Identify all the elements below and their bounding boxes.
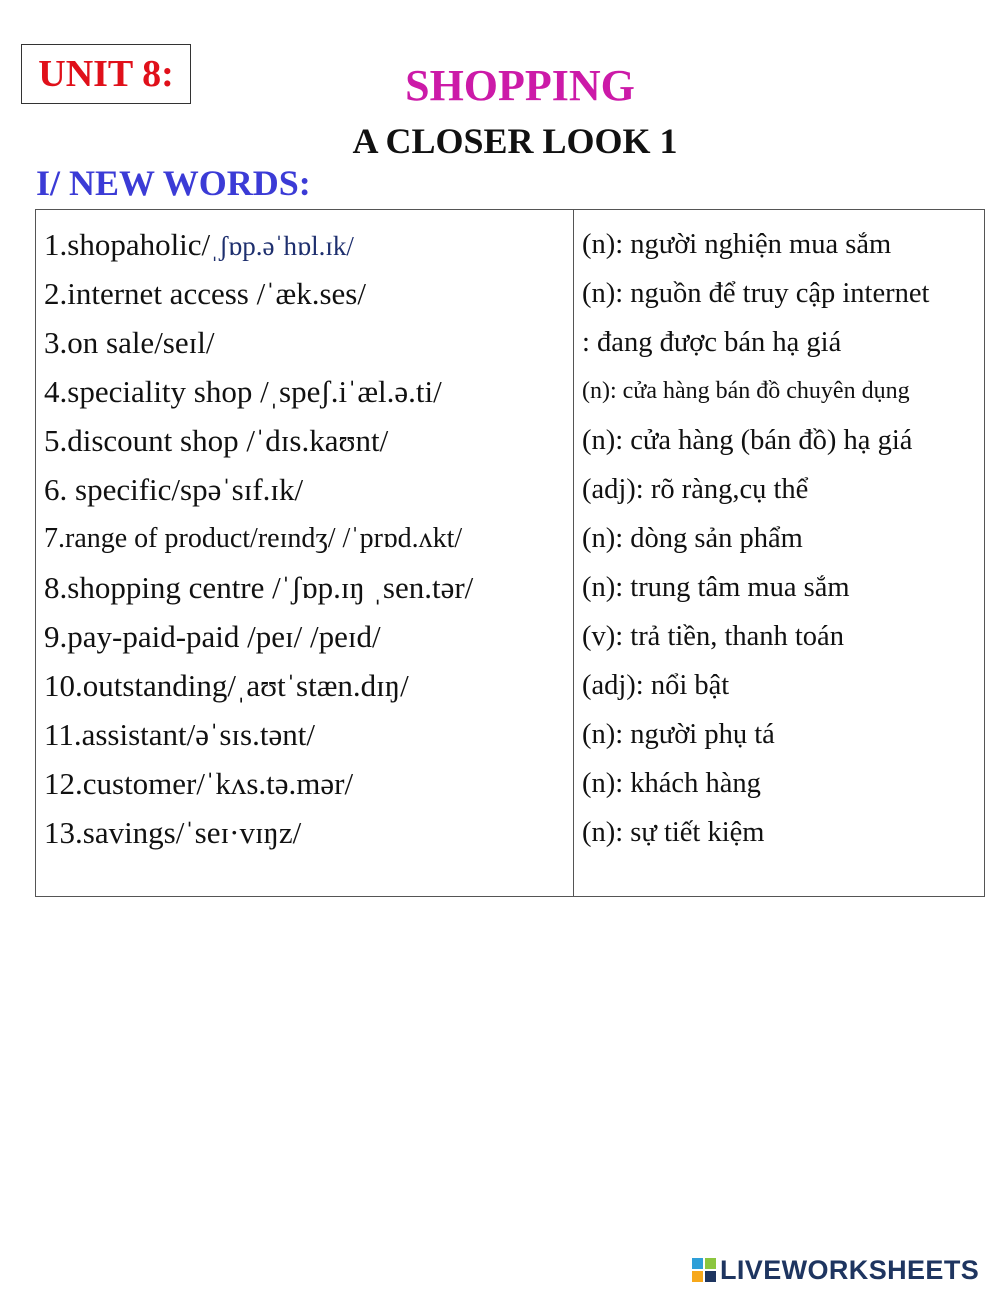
vocab-term: 9.pay-paid-paid /peɪ/ /peɪd/ [44, 619, 381, 654]
vocab-meaning: (adj): nổi bật [582, 670, 730, 701]
vocab-term: 6. specific/spəˈsɪf.ɪk/ [44, 472, 304, 507]
vocab-meaning: (n): người phụ tá [582, 719, 775, 750]
unit-label [21, 44, 191, 104]
phonetic-highlight: ˌʃɒp.əˈhɒl.ɪk/ [210, 231, 354, 261]
vocab-meaning: (n): cửa hàng bán đồ chuyên dụng [582, 378, 910, 404]
vocab-meaning: (n): trung tâm mua sắm [582, 572, 850, 603]
vocab-term: 11.assistant/əˈsɪs.tənt/ [44, 717, 315, 752]
vietnamese-meanings-column [574, 210, 985, 897]
vocab-term: 12.customer/ˈkʌs.tə.mər/ [44, 766, 354, 801]
english-terms-column [36, 210, 574, 897]
unit-label-text: UNIT 8: [38, 53, 174, 95]
vocab-term: 2.internet access /ˈæk.ses/ [44, 276, 366, 311]
section-heading: I/ NEW WORDS: [36, 163, 311, 203]
vocab-meaning: (n): dòng sản phẩm [582, 523, 803, 554]
vocab-term: 13.savings/ˈseɪ·vɪŋz/ [44, 815, 302, 850]
vocab-meaning: (n): cửa hàng (bán đồ) hạ giá [582, 425, 913, 456]
vocab-meaning: : đang được bán hạ giá [582, 327, 842, 358]
vocab-meaning: (n): sự tiết kiệm [582, 817, 765, 848]
vocab-term: 4.speciality shop /ˌspeʃ.iˈæl.ə.ti/ [44, 374, 442, 409]
vocab-meaning: (n): người nghiện mua sắm [582, 229, 892, 260]
vocab-term: 8.shopping centre /ˈʃɒp.ɪŋ ˌsen.tər/ [44, 570, 474, 605]
table-row [36, 210, 985, 897]
page-title: SHOPPING [405, 61, 635, 110]
vocab-meaning: (n): nguồn để truy cập internet [582, 278, 930, 309]
logo-text: LIVEWORKSHEETS [720, 1254, 980, 1285]
liveworksheets-logo[interactable] [692, 1250, 979, 1290]
vocab-term: 5.discount shop /ˈdɪs.kaʊnt/ [44, 423, 389, 458]
liveworksheets-logo-icon [692, 1258, 716, 1282]
vocab-term: 10.outstanding/ˌaʊtˈstæn.dɪŋ/ [44, 668, 409, 703]
vocabulary-table [35, 209, 985, 897]
vocab-term: 7.range of product/reɪndʒ/ /ˈprɒd.ʌkt/ [44, 523, 463, 554]
vocab-term: 1.shopaholic/ˌʃɒp.əˈhɒl.ɪk/ [44, 227, 354, 262]
vocab-meaning: (v): trả tiền, thanh toán [582, 621, 844, 652]
page-subtitle: A CLOSER LOOK 1 [352, 121, 678, 161]
vocab-term: 3.on sale/seɪl/ [44, 325, 215, 360]
vocab-meaning: (n): khách hàng [582, 768, 761, 799]
vocab-meaning: (adj): rõ ràng,cụ thể [582, 474, 809, 505]
